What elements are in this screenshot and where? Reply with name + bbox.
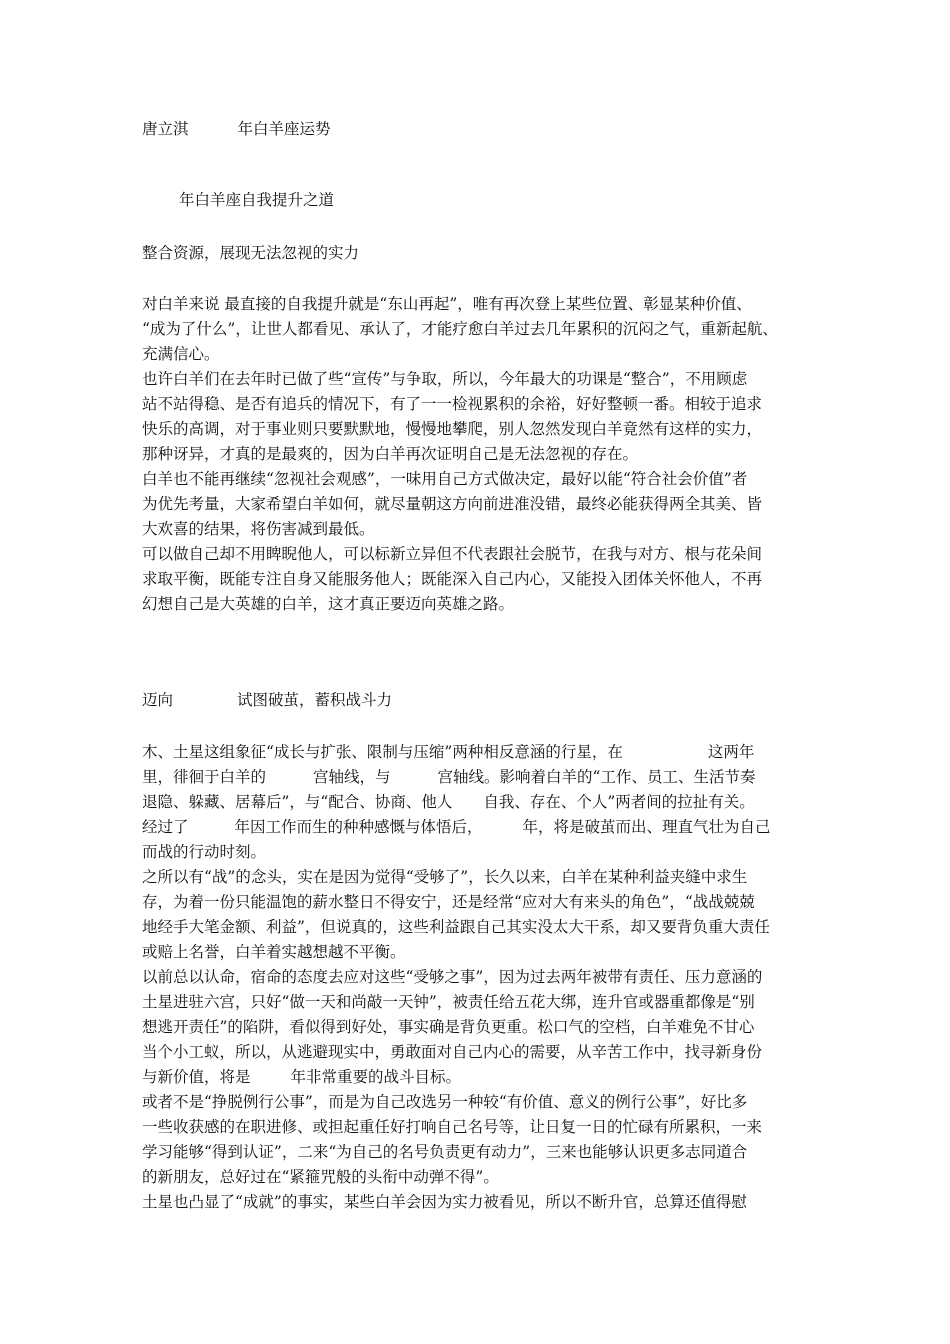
section2-heading-b: 试图破茧，蓄积战斗力 bbox=[237, 691, 393, 709]
document-title bbox=[142, 118, 331, 140]
text-run: 年，将是破茧而出、理直气壮为自己 bbox=[522, 818, 771, 836]
text-run: 宫轴线。影响着白羊的“工作、员工、生活节奏 bbox=[437, 768, 756, 786]
section1-heading: 年白羊座自我提升之道 bbox=[179, 191, 335, 209]
text-run: 与新价值，将是 bbox=[142, 1068, 251, 1086]
paragraph-line: 幻想自己是大英雄的白羊，这才真正要迈向英雄之路。 bbox=[142, 595, 515, 613]
section2-heading bbox=[142, 689, 392, 711]
paragraph-line: 而战的行动时刻。 bbox=[142, 843, 267, 861]
paragraph-line: 土星进驻六宫，只好“做一天和尚敲一天钟”，被责任给五花大绑，连升官或器重都像是“别 bbox=[142, 993, 755, 1011]
paragraph-line: 求取平衡，既能专注自身又能服务他人；既能深入自己内心，又能投入团体关怀他人，不再 bbox=[142, 570, 763, 588]
text-run: 年非常重要的战斗目标。 bbox=[290, 1068, 462, 1086]
paragraph-line: 的新朋友，总好过在“紧箍咒般的头衔中动弹不得”。 bbox=[142, 1168, 499, 1186]
text-run: 宫轴线，与 bbox=[313, 768, 391, 786]
paragraph-line: 站不站得稳、是否有追兵的情况下，有了一一检视累积的余裕，好好整顿一番。相较于追求 bbox=[142, 395, 763, 413]
paragraph-line: 之所以有“战”的念头，实在是因为觉得“受够了”，长久以来，白羊在某种利益夹缝中求生 bbox=[142, 868, 748, 886]
text-run: 年因工作而生的种种感慨与体悟后， bbox=[234, 818, 483, 836]
paragraph-line: 存，为着一份只能温饱的薪水整日不得安宁，还是经常“应对大有来头的角色”，“战战兢兢 bbox=[142, 893, 755, 911]
paragraph-line: 那种讶异，才真的是最爽的，因为白羊再次证明自己是无法忽视的存在。 bbox=[142, 445, 639, 463]
paragraph-line: 对白羊来说 最直接的自我提升就是“东山再起”，唯有再次登上某些位置、彰显某种价值、 bbox=[142, 295, 752, 313]
text-run: 经过了 bbox=[142, 818, 189, 836]
text-run: 自我、存在、个人”两者间的拉扯有关。 bbox=[483, 793, 755, 811]
paragraph-line bbox=[142, 791, 755, 813]
paragraph-line: 当个小工蚁，所以，从逃避现实中，勇敢面对自己内心的需要，从辛苦工作中，找寻新身份 bbox=[142, 1043, 763, 1061]
title-text: 年白羊座运势 bbox=[237, 120, 331, 138]
section1-subheading: 整合资源，展现无法忽视的实力 bbox=[142, 244, 360, 262]
text-run: 木、土星这组象征“成长与扩张、限制与压缩”两种相反意涵的行星，在 bbox=[142, 743, 623, 761]
paragraph-line: 快乐的高调，对于事业则只要默默地，慢慢地攀爬，别人忽然发现白羊竟然有这样的实力， bbox=[142, 420, 763, 438]
paragraph-line: 可以做自己却不用睥睨他人，可以标新立异但不代表跟社会脱节，在我与对方、根与花朵间 bbox=[142, 545, 763, 563]
paragraph-line bbox=[142, 766, 755, 788]
paragraph-line: 为优先考量，大家希望白羊如何，就尽量朝这方向前进准没错，最终必能获得两全其美、皆 bbox=[142, 495, 763, 513]
paragraph-line: 白羊也不能再继续“忽视社会观感”，一味用自己方式做决定，最好以能“符合社会价值”者 bbox=[142, 470, 748, 488]
paragraph-line: 或者不是“挣脱例行公事”，而是为自己改选另一种较“有价值、意义的例行公事”，好比多 bbox=[142, 1093, 748, 1111]
paragraph-line: 也许白羊们在去年时已做了些“宣传”与争取，所以，今年最大的功课是“整合”，不用顾虑 bbox=[142, 370, 748, 388]
paragraph-line: 想逃开责任”的陷阱，看似得到好处，事实确是背负更重。松口气的空档，白羊难免不甘心 bbox=[142, 1018, 755, 1036]
text-run: 退隐、躲藏、居幕后”，与“配合、协商、他人 bbox=[142, 793, 453, 811]
paragraph-line: 大欢喜的结果，将伤害减到最低。 bbox=[142, 520, 375, 538]
paragraph-line: 以前总以认命，宿命的态度去应对这些“受够之事”，因为过去两年被带有责任、压力意涵的 bbox=[142, 968, 763, 986]
paragraph-line: 或赔上名誉，白羊着实越想越不平衡。 bbox=[142, 943, 406, 961]
section2-heading-a: 迈向 bbox=[142, 691, 174, 709]
paragraph-line: 学习能够“得到认证”，二来“为自己的名号负责更有动力”，三来也能够认识更多志同道合 bbox=[142, 1143, 748, 1161]
text-run: 这两年 bbox=[707, 743, 755, 761]
paragraph-line: “成为了什么”，让世人都看见、承认了，才能疗愈白羊过去几年累积的沉闷之气，重新起航、 bbox=[142, 320, 778, 338]
paragraph-line: 地经手大笔金额、利益”，但说真的，这些利益跟自己其实没太大干系，却又要背负重大责任 bbox=[142, 918, 770, 936]
paragraph-line bbox=[142, 1066, 461, 1088]
paragraph-line bbox=[142, 816, 771, 838]
paragraph-line: 土星也凸显了“成就”的事实，某些白羊会因为实力被看见，所以不断升官，总算还值得慰 bbox=[142, 1193, 747, 1211]
text-run: 里，徘徊于白羊的 bbox=[142, 768, 267, 786]
paragraph-line: 充满信心。 bbox=[142, 345, 220, 363]
paragraph-line bbox=[142, 741, 754, 763]
title-author: 唐立淇 bbox=[142, 120, 189, 138]
paragraph-line: 一些收获感的在职进修、或担起重任好打响自己名号等，让日复一日的忙碌有所累积，一来 bbox=[142, 1118, 763, 1136]
